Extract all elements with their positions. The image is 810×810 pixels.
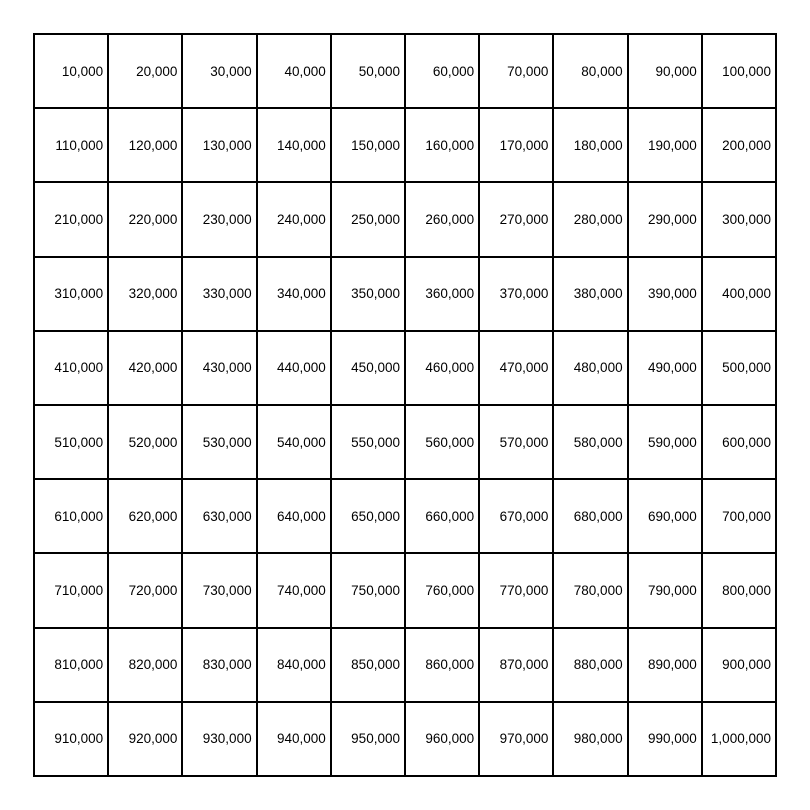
grid-cell: 430,000: [183, 332, 257, 406]
grid-cell: 450,000: [332, 332, 406, 406]
grid-cell: 210,000: [35, 183, 109, 257]
grid-cell: 550,000: [332, 406, 406, 480]
grid-cell: 660,000: [406, 480, 480, 554]
grid-cell: 870,000: [480, 629, 554, 703]
grid-cell: 640,000: [258, 480, 332, 554]
grid-cell: 170,000: [480, 109, 554, 183]
grid-cell: 330,000: [183, 258, 257, 332]
grid-cell: 60,000: [406, 35, 480, 109]
grid-cell: 150,000: [332, 109, 406, 183]
grid-cell: 920,000: [109, 703, 183, 777]
grid-cell: 850,000: [332, 629, 406, 703]
grid-cell: 160,000: [406, 109, 480, 183]
grid-cell: 830,000: [183, 629, 257, 703]
grid-cell: 690,000: [629, 480, 703, 554]
grid-cell: 50,000: [332, 35, 406, 109]
grid-cell: 460,000: [406, 332, 480, 406]
grid-cell: 270,000: [480, 183, 554, 257]
grid-cell: 540,000: [258, 406, 332, 480]
grid-cell: 350,000: [332, 258, 406, 332]
grid-cell: 700,000: [703, 480, 777, 554]
grid-cell: 140,000: [258, 109, 332, 183]
grid-cell: 770,000: [480, 554, 554, 628]
grid-cell: 930,000: [183, 703, 257, 777]
grid-cell: 670,000: [480, 480, 554, 554]
grid-cell: 880,000: [554, 629, 628, 703]
grid-cell: 380,000: [554, 258, 628, 332]
grid-cell: 820,000: [109, 629, 183, 703]
grid-cell: 580,000: [554, 406, 628, 480]
grid-cell: 940,000: [258, 703, 332, 777]
grid-cell: 480,000: [554, 332, 628, 406]
grid-cell: 980,000: [554, 703, 628, 777]
grid-cell: 730,000: [183, 554, 257, 628]
grid-cell: 720,000: [109, 554, 183, 628]
grid-cell: 710,000: [35, 554, 109, 628]
grid-cell: 80,000: [554, 35, 628, 109]
grid-cell: 600,000: [703, 406, 777, 480]
grid-cell: 200,000: [703, 109, 777, 183]
grid-cell: 750,000: [332, 554, 406, 628]
grid-cell: 290,000: [629, 183, 703, 257]
grid-cell: 800,000: [703, 554, 777, 628]
grid-cell: 910,000: [35, 703, 109, 777]
grid-cell: 810,000: [35, 629, 109, 703]
grid-cell: 260,000: [406, 183, 480, 257]
grid-cell: 130,000: [183, 109, 257, 183]
grid-cell: 120,000: [109, 109, 183, 183]
grid-cell: 590,000: [629, 406, 703, 480]
grid-cell: 300,000: [703, 183, 777, 257]
grid-cell: 20,000: [109, 35, 183, 109]
grid-cell: 180,000: [554, 109, 628, 183]
grid-cell: 760,000: [406, 554, 480, 628]
grid-cell: 520,000: [109, 406, 183, 480]
grid-cell: 400,000: [703, 258, 777, 332]
grid-cell: 30,000: [183, 35, 257, 109]
grid-cell: 370,000: [480, 258, 554, 332]
grid-cell: 110,000: [35, 109, 109, 183]
grid-cell: 320,000: [109, 258, 183, 332]
grid-cell: 780,000: [554, 554, 628, 628]
grid-cell: 240,000: [258, 183, 332, 257]
number-grid: [33, 33, 777, 777]
grid-cell: 530,000: [183, 406, 257, 480]
grid-cell: 360,000: [406, 258, 480, 332]
grid-cell: 900,000: [703, 629, 777, 703]
grid-cell: 390,000: [629, 258, 703, 332]
grid-cell: 410,000: [35, 332, 109, 406]
grid-cell: 740,000: [258, 554, 332, 628]
grid-cell: 250,000: [332, 183, 406, 257]
grid-cell: 950,000: [332, 703, 406, 777]
grid-cell: 680,000: [554, 480, 628, 554]
grid-cell: 190,000: [629, 109, 703, 183]
grid-cell: 490,000: [629, 332, 703, 406]
grid-cell: 10,000: [35, 35, 109, 109]
grid-cell: 970,000: [480, 703, 554, 777]
grid-cell: 560,000: [406, 406, 480, 480]
grid-cell: 40,000: [258, 35, 332, 109]
grid-cell: 70,000: [480, 35, 554, 109]
grid-cell: 610,000: [35, 480, 109, 554]
grid-cell: 440,000: [258, 332, 332, 406]
grid-cell: 310,000: [35, 258, 109, 332]
grid-cell: 840,000: [258, 629, 332, 703]
grid-cell: 280,000: [554, 183, 628, 257]
grid-cell: 100,000: [703, 35, 777, 109]
grid-cell: 890,000: [629, 629, 703, 703]
grid-cell: 420,000: [109, 332, 183, 406]
grid-cell: 620,000: [109, 480, 183, 554]
grid-cell: 230,000: [183, 183, 257, 257]
grid-cell: 990,000: [629, 703, 703, 777]
grid-cell: 650,000: [332, 480, 406, 554]
grid-cell: 860,000: [406, 629, 480, 703]
grid-cell: 340,000: [258, 258, 332, 332]
grid-cell: 500,000: [703, 332, 777, 406]
grid-cell: 790,000: [629, 554, 703, 628]
grid-cell: 630,000: [183, 480, 257, 554]
grid-cell: 960,000: [406, 703, 480, 777]
grid-cell: 470,000: [480, 332, 554, 406]
grid-cell: 510,000: [35, 406, 109, 480]
grid-cell: 1,000,000: [703, 703, 777, 777]
grid-cell: 90,000: [629, 35, 703, 109]
grid-cell: 220,000: [109, 183, 183, 257]
grid-cell: 570,000: [480, 406, 554, 480]
